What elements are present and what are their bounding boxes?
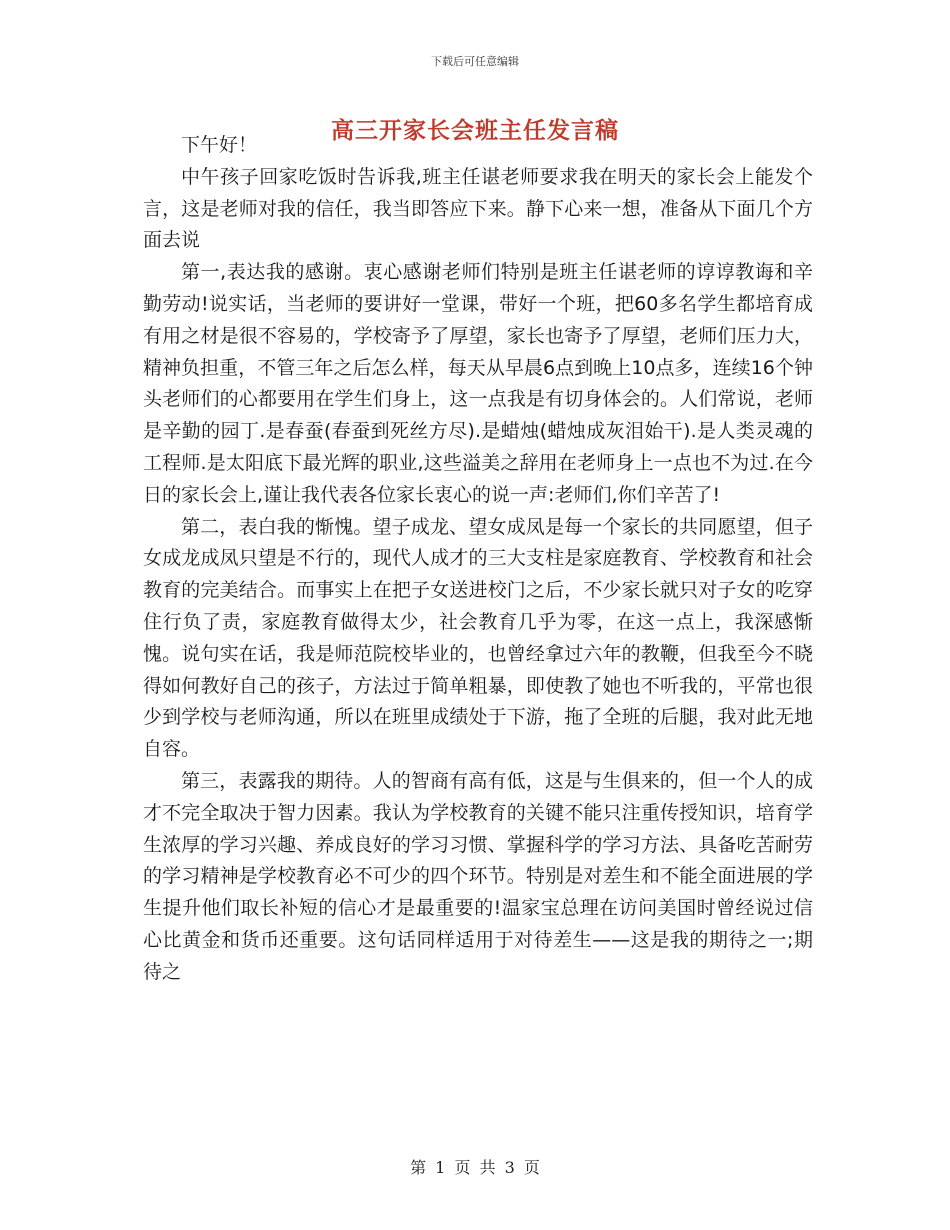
- header-note: 下载后可任意编辑: [431, 55, 519, 68]
- paragraph-third: 第三，表露我的期待。人的智商有高有低，这是与生俱来的，但一个人的成才不完全取决于智力因素。我认为学校教育的关键不能只注重传授知识，培育学生浓厚的学习兴趣、养成良好的学习习惯、掌握科学的学习方法、具备吃苦耐劳的学习精神是学校教育必不可少的四个环节。特别是对差生和不能全面进展的学生提升他们取长补短的信心才是最重要的!温家宝总理在访问美国时曾经说过信心比黄金和货币还重要。这句话同样适用于对待差生——这是我的期待之一;期待之: [143, 769, 813, 983]
- paragraph-greeting: 下午好！: [181, 134, 258, 156]
- paragraph-second: 第二，表白我的惭愧。望子成龙、望女成凤是每一个家长的共同愿望，但子女成龙成凤只望是不行的，现代人成才的三大支柱是家庭教育、学校教育和社会教育的完美结合。而事实上在把子女送进校门之后，不少家长就只对子女的吃穿住行负了责，家庭教育做得太少，社会教育几乎为零，在这一点上，我深感惭愧。说句实在话，我是师范院校毕业的，也曾经拿过六年的教鞭，但我至今不晓得如何教好自己的孩子，方法过于简单粗暴，即使教了她也不听我的，平常也很少到学校与老师沟通，所以在班里成绩处于下游，拖了全班的后腿，我对此无地自容。: [143, 515, 813, 761]
- paragraph-intro: 中午孩子回家吃饭时告诉我,班主任谌老师要求我在明天的家长会上能发个言，这是老师对我的信任，我当即答应下来。静下心来一想，准备从下面几个方面去说: [143, 165, 813, 252]
- document-body: [143, 130, 813, 989]
- document-title: 高三开家长会班主任发言稿: [331, 118, 619, 144]
- page-footer: 第 1 页 共 3 页: [410, 1158, 540, 1177]
- paragraph-first: 第一,表达我的感谢。衷心感谢老师们特别是班主任谌老师的谆谆教诲和辛勤劳动!说实话，当老师的要讲好一堂课，带好一个班，把60多名学生都培育成有用之材是很不容易的，学校寄予了厚望，家长也寄予了厚望，老师们压力大，精神负担重，不管三年之后怎么样，每天从早晨6点到晚上10点多，连续16个钟头老师们的心都要用在学生们身上，这一点我是有切身体会的。人们常说，老师是辛勤的园丁.是春蚕(春蚕到死丝方尽).是蜡烛(蜡烛成灰泪始干).是人类灵魂的工程师.是太阳底下最光辉的职业,这些溢美之辞用在老师身上一点也不为过.在今日的家长会上,谨让我代表各位家长衷心的说一声:老师们,你们辛苦了!: [143, 261, 813, 506]
